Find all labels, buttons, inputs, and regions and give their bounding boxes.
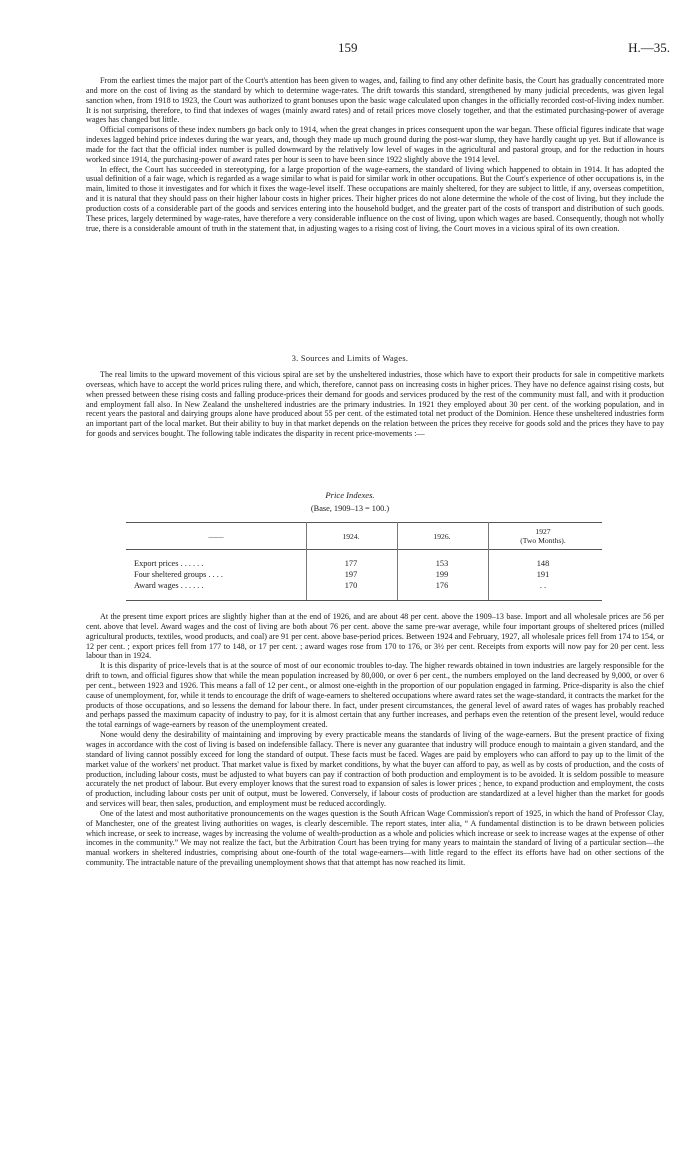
paragraph: It is this disparity of price-levels that is at the source of most of our economic troubles to-day. The higher rewards obtained in town industries are largely responsible for the drift to town, and official figures show that while the mean population increased by 80,000, or over 6 per cent., the numbers employed on the land decreased by 9,000, or over 6 per cent., between 1923 and 1926. This means a fall of 12 per cent., or almost one-eighth in the proportion of our population engaged in farming. Price-disparity is also the chief cause of unemployment, for, while it tends to encourage the drift of wage-earners to sheltered occupations where award rates set the wage-standard, it contracts the market for the products of those occupations, and so lessens the demand for labour there. In fact, under present circumstances, the general level of award rates of wages has probably reached and perhaps passed the maximum capacity of industry to pay, for it is almost certain that any further increases, and perhaps even the retention of the present level, would reduce the total earnings of wage-earners by reason of the unemployment created. [86, 661, 664, 730]
table-cell: . . [539, 581, 547, 590]
row-label-award-wages: Award wages . . . . . . [134, 581, 204, 590]
paragraph: None would deny the desirability of maintaining and improving by every practicable means the standards of living of the wage-earners. But the present practice of fixing wages in accordance with the cost of living is based on indefensible fallacy. There is never any guarantee that industry will produce enough to maintain a given standard, and the standard of living cannot possibly exceed for long the standard of output. These facts must be faced. Wages are paid by employers who can afford to pay up to the limit of the market value of the workers' net product. That market value is fixed by market conditions, by what the buyer can afford to pay, as well as by costs of production, and the costs of production, including labour costs, must be adjusted to what buyers can pay if contraction of both production and employment is to be avoided. It is seldom possible to measure accurately the net product of labour. But every employer knows that the surest road to expansion of sales is lower prices ; hence, to expand production and employment, the costs of production, including labour costs per unit of output, must be lowered. Conversely, if labour costs of production are standardized at a level higher than the market for goods and services will bear, then sales, production, and employment must be reduced accordingly. [86, 730, 664, 809]
section-heading: 3. Sources and Limits of Wages. [291, 354, 409, 363]
paragraph: Official comparisons of these index numbers go back only to 1914, when the great changes in prices consequent upon the war began. These official figures indicate that wage indexes lagged behind price indexes during the war years, and, though they made up much ground during the post-war slump, they have hardly caught up yet. But if allowance is made for the fact that the official index number is pulled downward by the relatively low level of wages in the agricultural and pastoral group, and for the reduction in hours worked since 1914, the purchasing-power of award rates per hour is seen to have been since 1922 slightly above the 1914 level. [86, 125, 664, 164]
table-title: Price Indexes. [325, 490, 375, 500]
table-cell: 153 [435, 559, 449, 568]
column-header-1927-note: (Two Months). [520, 536, 566, 545]
column-header-1924: 1924. [342, 532, 360, 541]
column-divider [488, 522, 489, 600]
page-number: 159 [338, 40, 358, 55]
table-cell: 170 [344, 581, 358, 590]
table-base-note: (Base, 1909–13 = 100.) [310, 504, 390, 513]
column-divider [306, 522, 307, 600]
table-cell: 191 [536, 570, 550, 579]
paragraph: At the present time export prices are slightly higher than at the end of 1926, and are about 48 per cent. above the 1909–13 base. Import and all wholesale prices are 56 per cent. above that level. Award wages and the cost of living are both about 76 per cent. above the same pre-war average, while four important groups of sheltered prices (milled agricultural products, textiles, wood products, and coal) are 91 per cent. above base-period prices. Between 1924 and February, 1927, all wholesale prices fell from 174 to 154, or 12 per cent. ; export prices fell from 177 to 148, or 17 per cent. ; award wages rose from 170 to 176, or 3½ per cent. Receipts from exports will now pay for 20 per cent. less labour than in 1924. [86, 612, 664, 661]
row-label-sheltered-groups: Four sheltered groups . . . . [134, 570, 223, 579]
column-header-1927: 1927 [535, 527, 551, 536]
paragraph: The real limits to the upward movement of this vicious spiral are set by the unsheltered industries, those which have to export their products for sale in competitive markets overseas, which have to accept the world prices ruling there, and which, therefore, cannot pass on increasing costs in higher prices. They have no defence against rising costs, but when pressed between these rising costs and falling produce-prices their demand for goods and services produced by the rest of the community must fall, and with it production and employment fall also. In New Zealand the unsheltered industries are the primary industries. In 1921 they employed about 30 per cent. of the working population, and in recent years the pastoral and dairying groups alone have produced about 55 per cent. of the estimated total net product of the Dominion. Hence these unsheltered industries form an important part of the local market. But their ability to buy in that market depends on the relation between the prices they receive for goods sold and the prices they have to pay for goods and services bought. The following table indicates the disparity in recent price-movements :— [86, 370, 664, 439]
table-cell: 177 [344, 559, 358, 568]
table-cell: 176 [435, 581, 449, 590]
paragraph: From the earliest times the major part of the Court's attention has been given to wages, and, failing to find any other definite basis, the Court has gradually concentrated more and more on the cost of living as the standard by which to determine wage-rates. The drift towards this standard, strengthened by many judicial precedents, was given legal sanction when, from 1918 to 1923, the Court was authorized to grant bonuses upon the basic wage calculated upon changes in the officially recorded cost-of-living index number. It is not surprising, therefore, to find that indexes of wages (mainly award rates) and of retail prices move closely together, and that the estimated purchasing-power of average wages has changed but little. [86, 76, 664, 125]
table-top-rule [126, 522, 602, 523]
row-label-export-prices: Export prices . . . . . . [134, 559, 204, 568]
table-header-rule [126, 549, 602, 550]
section-sources-and-limits [86, 370, 664, 439]
section-wages-and-cost-of-living [86, 76, 664, 234]
column-divider [397, 522, 398, 600]
column-header-1926: 1926. [433, 532, 451, 541]
table-cell: 199 [435, 570, 449, 579]
stub-header: —— [208, 532, 224, 541]
table-cell: 197 [344, 570, 358, 579]
report-reference: H.—35. [628, 40, 670, 55]
paragraph: One of the latest and most authoritative pronouncements on the wages question is the South African Wage Commission's report of 1925, in which the hand of Professor Clay, of Manchester, one of the greatest living authorities on wages, is clearly descernible. The report states, inter alia, “ A fundamental distinction is to be drawn between policies which increase, or seek to increase, wages by increasing the volume of wealth-production as a whole and policies which increase or seek to increase wages at the expense of other incomes in the community.” We may not realize the fact, but the Arbitration Court has been trying for many years to maintain the standard of living of a particular section—the manual workers in sheltered industries, comprising about one-fourth of the total wage-earners—with little regard to the effect its efforts have had on other sections of the community. The intractable nature of the prevailing unemployment shows that that attempt has now reached its limit. [86, 808, 664, 868]
paragraph: In effect, the Court has succeeded in stereotyping, for a large proportion of the wage-earners, the standard of living which happened to obtain in 1914. It has adopted the usual definition of a fair wage, which is regarded as a wage similar to what is paid for similar work in other occupations. But the Court's experience of other occupations is, in the main, limited to those it investigates and for which it fixes the wage-level itself. These occupations are mainly sheltered, for they are subject to little, if any, overseas competition, and it is natural that they should pass on their higher labour costs in higher prices. Their higher prices do not alone determine the whole of the cost of living, but they include the production costs of a considerable part of the goods and services entering into the household budget, and the greater part of the costs of transport and distribution of such goods. These prices, largely determined by wage-rates, have therefore a very considerable influence on the cost of living, upon which wages are based. Consequently, though not wholly true, there is a considerable amount of truth in the statement that, in adjusting wages to a rising cost of living, the Court moves in a vicious spiral of its own creation. [86, 164, 664, 233]
table-bottom-rule [126, 600, 602, 601]
section-price-disparity [86, 612, 664, 868]
table-cell: 148 [536, 559, 550, 568]
